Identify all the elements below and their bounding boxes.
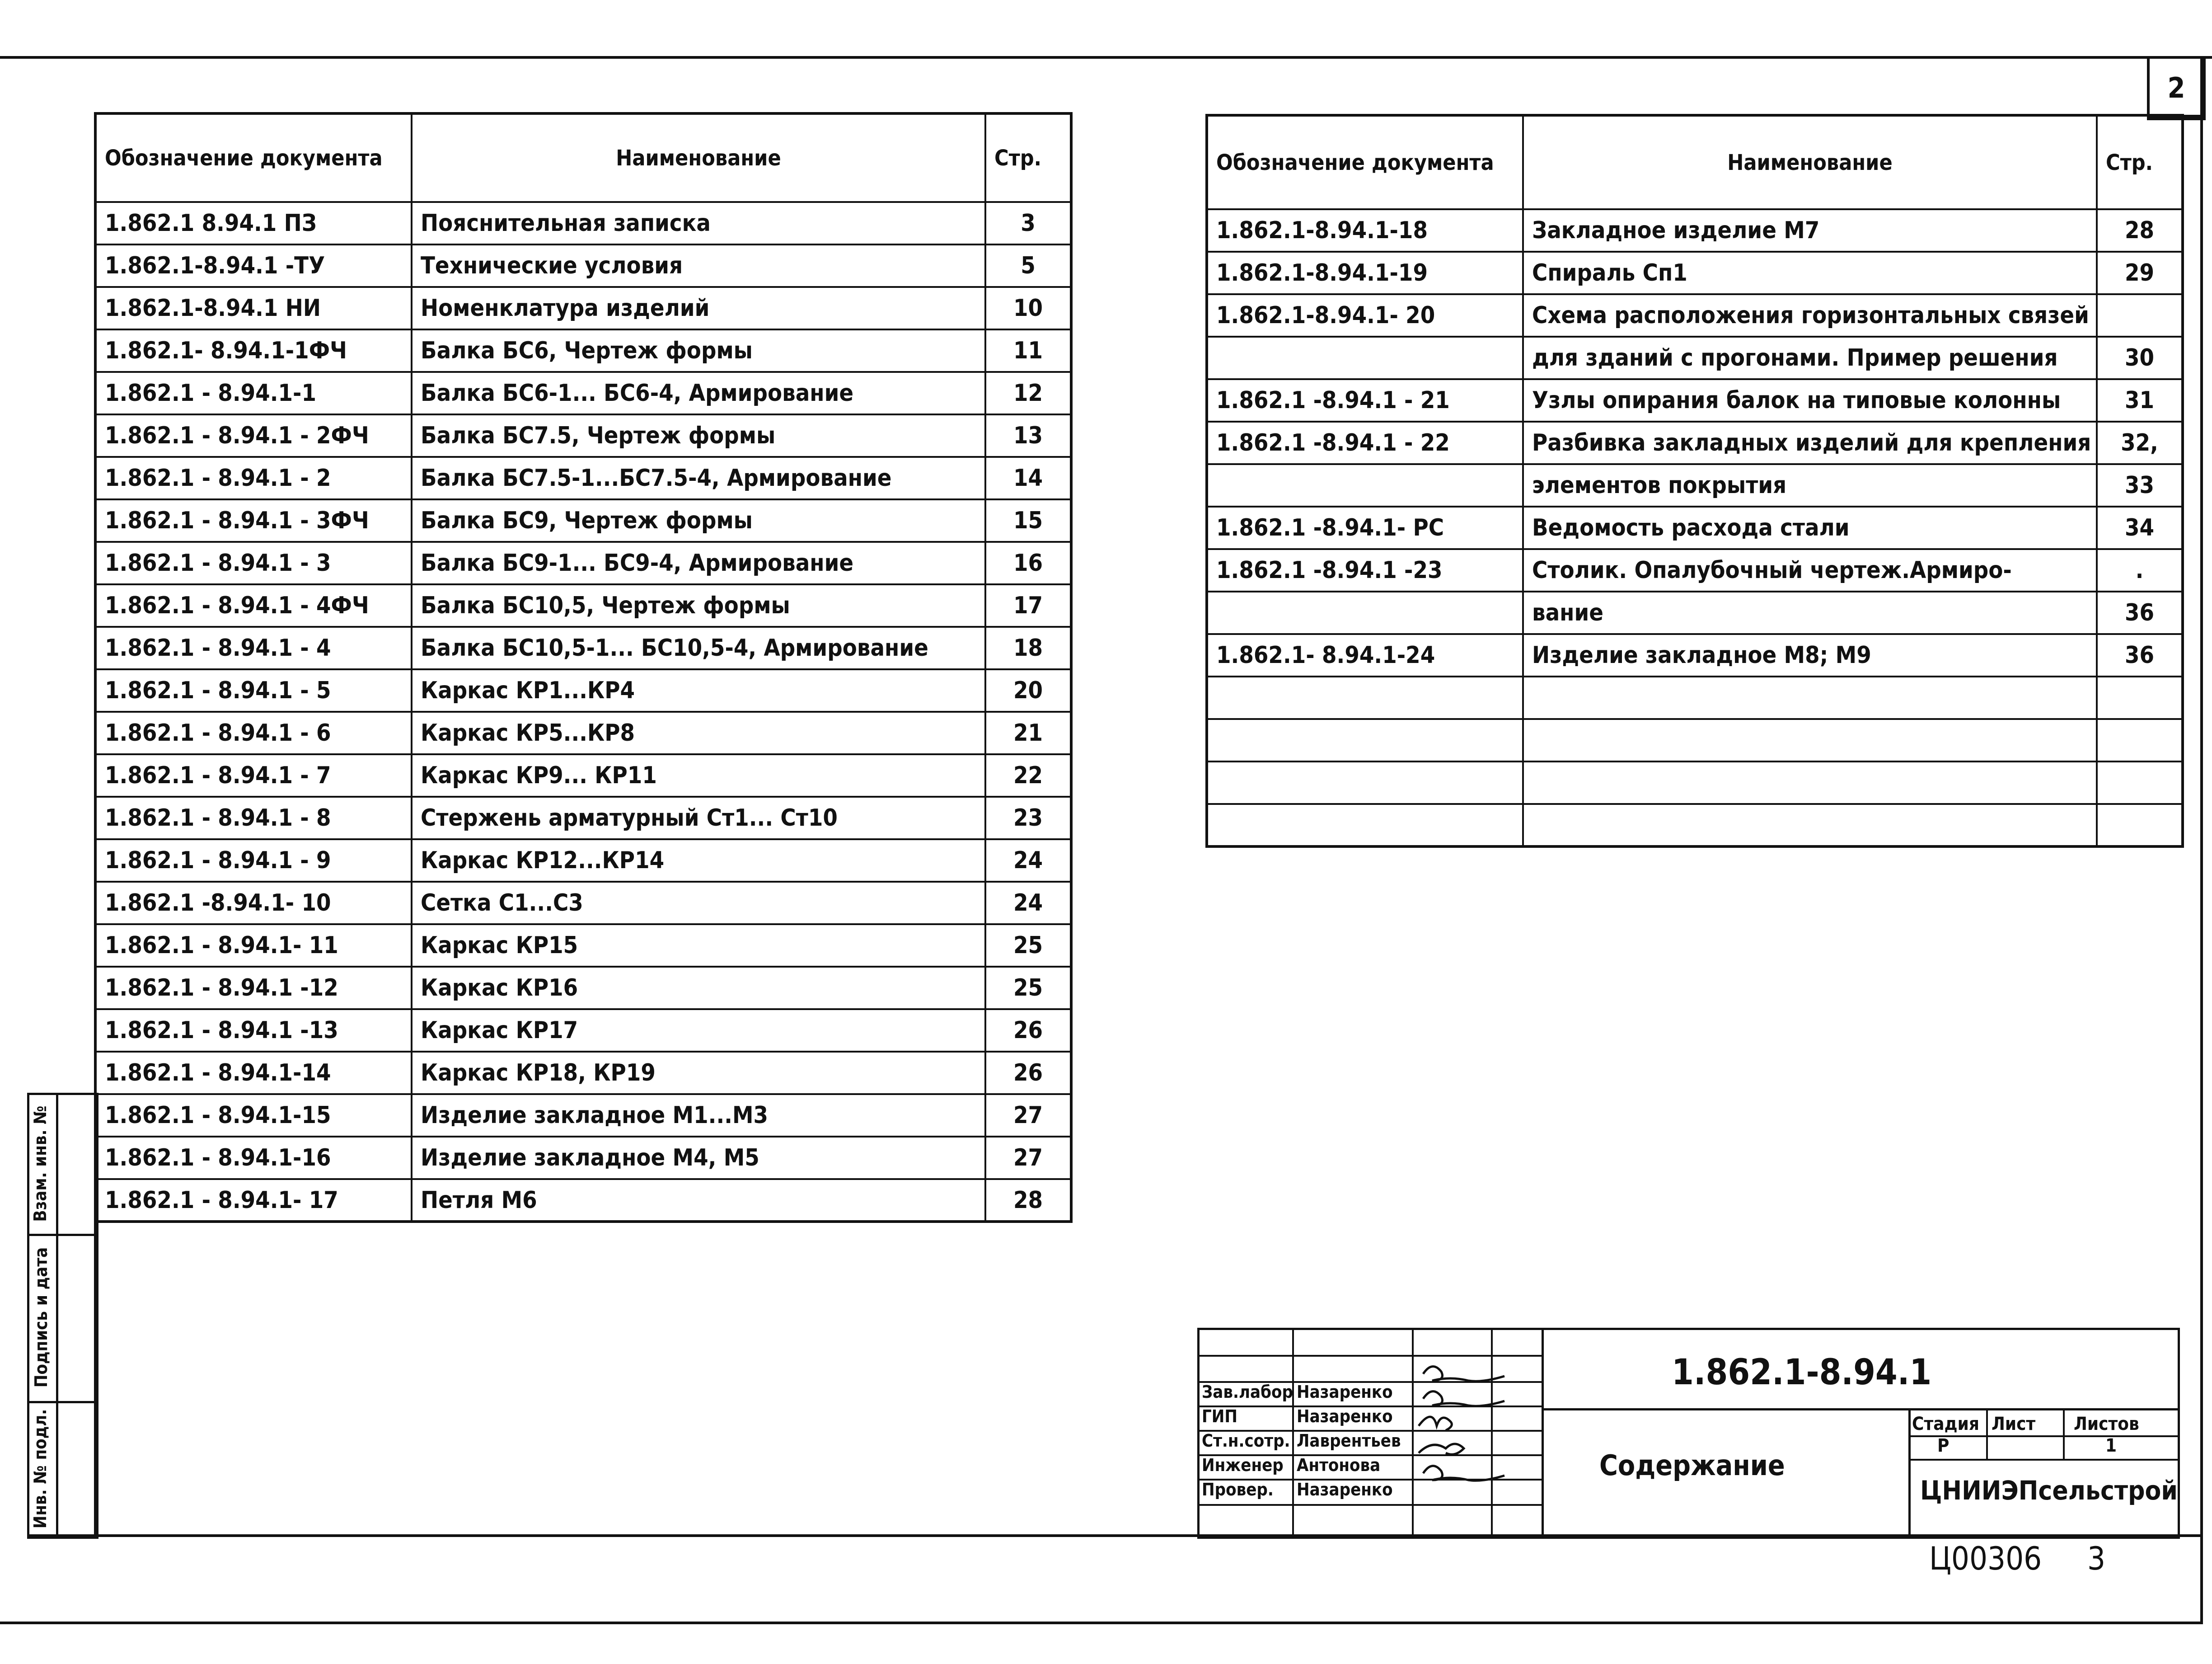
designation-cell: 1.862.1 - 8.94.1 - 5: [95, 669, 412, 712]
name-cell: Технические условия: [412, 244, 985, 287]
designation-cell: 1.862.1 - 8.94.1-1: [95, 372, 412, 414]
name-cell: Пояснительная записка: [412, 202, 985, 244]
sheet-number: 2: [2167, 71, 2185, 104]
table-row: [95, 287, 1071, 329]
side-stamp-col-divider: [56, 1093, 58, 1534]
table-row: [1207, 804, 2183, 846]
footer-code: Ц00306: [1929, 1540, 2042, 1577]
name-cell: Балка БС10,5-1... БС10,5-4, Армирование: [412, 627, 985, 669]
tb-hline-stage-2: [1908, 1459, 2179, 1461]
staff-role: Провер.: [1202, 1480, 1274, 1499]
name-cell: [1523, 719, 2097, 761]
designation-cell: 1.862.1 - 8.94.1 - 4ФЧ: [95, 584, 412, 627]
side-stamp-divider-1: [27, 1234, 94, 1236]
name-cell: Каркас КР18, КР19: [412, 1052, 985, 1094]
name-cell: Каркас КР15: [412, 924, 985, 967]
designation-cell: 1.862.1 -8.94.1- РС: [1207, 507, 1523, 549]
page-cell: 17: [985, 584, 1071, 627]
designation-cell: 1.862.1 - 8.94.1-14: [95, 1052, 412, 1094]
page-cell: 11: [985, 329, 1071, 372]
page-cell: [2097, 719, 2183, 761]
tb-hline-code: [1542, 1408, 2179, 1410]
page-cell: 10: [985, 287, 1071, 329]
name-cell: Каркас КР5...КР8: [412, 712, 985, 754]
table-row: [95, 542, 1071, 584]
page-cell: 27: [985, 1137, 1071, 1179]
page-cell: 24: [985, 839, 1071, 882]
table-row: [1207, 507, 2183, 549]
name-cell: Петля М6: [412, 1179, 985, 1222]
page-cell: 36: [2097, 634, 2183, 677]
title-block-sheet-label: Лист: [1992, 1414, 2036, 1434]
name-cell: Изделие закладное М1...М3: [412, 1094, 985, 1137]
side-stamp-label-signature: Подпись и дата: [31, 1247, 51, 1388]
table-row: [95, 329, 1071, 372]
designation-cell: 1.862.1 - 8.94.1 - 9: [95, 839, 412, 882]
designation-cell: [1207, 337, 1523, 379]
table-row: [95, 967, 1071, 1009]
page-cell: 36: [2097, 592, 2183, 634]
table-row: [1207, 337, 2183, 379]
designation-cell: 1.862.1 - 8.94.1- 17: [95, 1179, 412, 1222]
table-row: [1207, 209, 2183, 252]
side-stamp-label-replacement: Взам. инв. №: [30, 1105, 50, 1222]
tb-vline-info: [1908, 1408, 1911, 1534]
designation-cell: 1.862.1 - 8.94.1 -12: [95, 967, 412, 1009]
staff-role: Инженер: [1202, 1455, 1284, 1475]
title-block-stage-value: Р: [1937, 1435, 1950, 1456]
table-row: [1207, 294, 2183, 337]
name-cell: Балка БС6, Чертеж формы: [412, 329, 985, 372]
page-cell: 14: [985, 457, 1071, 499]
title-block-doc-title: Содержание: [1599, 1449, 1785, 1482]
name-cell: Стержень арматурный Ст1... Ст10: [412, 797, 985, 839]
page-cell: 22: [985, 754, 1071, 797]
staff-name: Антонова: [1297, 1455, 1381, 1475]
page-cell: 13: [985, 414, 1071, 457]
designation-cell: 1.862.1- 8.94.1-1ФЧ: [95, 329, 412, 372]
name-cell: Каркас КР16: [412, 967, 985, 1009]
table-row: [95, 1009, 1071, 1052]
left-contents-table: [94, 112, 1073, 1223]
designation-cell: 1.862.1 - 8.94.1 - 4: [95, 627, 412, 669]
designation-cell: [1207, 719, 1523, 761]
right-contents-table: [1205, 114, 2184, 848]
signature-marks: [1414, 1356, 1550, 1509]
title-block-stage-label: Стадия: [1912, 1414, 1979, 1434]
table-row: [95, 754, 1071, 797]
page-cell: 20: [985, 669, 1071, 712]
page-cell: 5: [985, 244, 1071, 287]
page-cell: 16: [985, 542, 1071, 584]
header-name: Наименование: [412, 113, 985, 202]
header-name: Наименование: [1523, 115, 2097, 209]
page-cell: 12: [985, 372, 1071, 414]
sheet-number-box: [2147, 56, 2206, 120]
name-cell: Изделие закладное М4, М5: [412, 1137, 985, 1179]
designation-cell: [1207, 677, 1523, 719]
table-row: [95, 712, 1071, 754]
page-cell: .: [2097, 549, 2183, 592]
table-row: [1207, 252, 2183, 294]
designation-cell: 1.862.1 8.94.1 ПЗ: [95, 202, 412, 244]
designation-cell: 1.862.1 -8.94.1 -23: [1207, 549, 1523, 592]
table-row: [95, 1094, 1071, 1137]
page-cell: 28: [985, 1179, 1071, 1222]
staff-role: Ст.н.сотр.: [1202, 1431, 1290, 1451]
table-row: [1207, 634, 2183, 677]
designation-cell: 1.862.1 - 8.94.1- 11: [95, 924, 412, 967]
page-cell: 33: [2097, 464, 2183, 507]
designation-cell: [1207, 464, 1523, 507]
table-row: [95, 202, 1071, 244]
table-row: [1207, 379, 2183, 422]
frame-bottom-line: [0, 1622, 2203, 1624]
designation-cell: 1.862.1 - 8.94.1-15: [95, 1094, 412, 1137]
tb-vline-sheet: [2063, 1408, 2065, 1459]
footer-number: 3: [2087, 1540, 2106, 1577]
table-row: [95, 1137, 1071, 1179]
table-row: [95, 669, 1071, 712]
page-cell: 32,: [2097, 422, 2183, 464]
page-cell: 25: [985, 924, 1071, 967]
title-block-code: 1.862.1-8.94.1: [1672, 1352, 1932, 1393]
designation-cell: [1207, 592, 1523, 634]
designation-cell: 1.862.1 - 8.94.1 - 3: [95, 542, 412, 584]
designation-cell: [1207, 761, 1523, 804]
title-block-sheets-label: Листов: [2074, 1414, 2139, 1434]
page-cell: 18: [985, 627, 1071, 669]
page-cell: 25: [985, 967, 1071, 1009]
name-cell: Закладное изделие М7: [1523, 209, 2097, 252]
designation-cell: 1.862.1- 8.94.1-24: [1207, 634, 1523, 677]
name-cell: Балка БС9, Чертеж формы: [412, 499, 985, 542]
name-cell: Столик. Опалубочный чертеж.Армиро-: [1523, 549, 2097, 592]
table-row: [1207, 719, 2183, 761]
table-row: [1207, 761, 2183, 804]
name-cell: [1523, 677, 2097, 719]
table-row: [95, 1052, 1071, 1094]
page-cell: 27: [985, 1094, 1071, 1137]
name-cell: Каркас КР1...КР4: [412, 669, 985, 712]
page-cell: [2097, 804, 2183, 846]
designation-cell: 1.862.1-8.94.1- 20: [1207, 294, 1523, 337]
name-cell: Ведомость расхода стали: [1523, 507, 2097, 549]
table-row: [1207, 422, 2183, 464]
table-row: [1207, 592, 2183, 634]
table-row: [95, 882, 1071, 924]
header-designation: Обозначение документа: [1207, 115, 1523, 209]
designation-cell: 1.862.1 -8.94.1 - 22: [1207, 422, 1523, 464]
designation-cell: 1.862.1-8.94.1-19: [1207, 252, 1523, 294]
table-row: [95, 797, 1071, 839]
table-row: [1207, 677, 2183, 719]
page-cell: 15: [985, 499, 1071, 542]
name-cell: Каркас КР12...КР14: [412, 839, 985, 882]
page-cell: 29: [2097, 252, 2183, 294]
name-cell: [1523, 804, 2097, 846]
table-row: [95, 244, 1071, 287]
designation-cell: 1.862.1 - 8.94.1 - 2: [95, 457, 412, 499]
table-row: [95, 584, 1071, 627]
page-cell: 3: [985, 202, 1071, 244]
table-row: [95, 499, 1071, 542]
table-row: [1207, 549, 2183, 592]
name-cell: Балка БС7.5-1...БС7.5-4, Армирование: [412, 457, 985, 499]
page-cell: 26: [985, 1009, 1071, 1052]
table-row: [95, 839, 1071, 882]
name-cell: Схема расположения горизонтальных связей: [1523, 294, 2097, 337]
name-cell: Спираль Сп1: [1523, 252, 2097, 294]
table-row: [95, 372, 1071, 414]
table-row: [95, 457, 1071, 499]
page-cell: [2097, 761, 2183, 804]
staff-role: Зав.лабор: [1202, 1382, 1293, 1402]
page-cell: 30: [2097, 337, 2183, 379]
designation-cell: 1.862.1 -8.94.1 - 21: [1207, 379, 1523, 422]
name-cell: [1523, 761, 2097, 804]
page-cell: 34: [2097, 507, 2183, 549]
table-row: [95, 414, 1071, 457]
page-cell: 31: [2097, 379, 2183, 422]
name-cell: Балка БС6-1... БС6-4, Армирование: [412, 372, 985, 414]
designation-cell: 1.862.1 - 8.94.1 - 6: [95, 712, 412, 754]
staff-role: ГИП: [1202, 1406, 1238, 1426]
header-page: Стр.: [985, 113, 1071, 202]
staff-name: Назаренко: [1297, 1382, 1393, 1402]
name-cell: вание: [1523, 592, 2097, 634]
name-cell: Узлы опирания балок на типовые колонны: [1523, 379, 2097, 422]
page-cell: 24: [985, 882, 1071, 924]
page-cell: 26: [985, 1052, 1071, 1094]
title-block-sheets-value: 1: [2105, 1435, 2117, 1456]
name-cell: Сетка С1...С3: [412, 882, 985, 924]
page-cell: 28: [2097, 209, 2183, 252]
name-cell: для зданий с прогонами. Пример решения: [1523, 337, 2097, 379]
page-cell: [2097, 294, 2183, 337]
designation-cell: 1.862.1 - 8.94.1 - 2ФЧ: [95, 414, 412, 457]
table-row: [95, 924, 1071, 967]
designation-cell: [1207, 804, 1523, 846]
frame-right-line: [2200, 56, 2203, 1624]
staff-name: Назаренко: [1297, 1406, 1393, 1426]
table-row: [95, 1179, 1071, 1222]
designation-cell: 1.862.1-8.94.1 -ТУ: [95, 244, 412, 287]
page-cell: [2097, 677, 2183, 719]
side-stamp-label-inventory: Инв. № подл.: [30, 1409, 50, 1529]
designation-cell: 1.862.1 - 8.94.1 - 7: [95, 754, 412, 797]
name-cell: элементов покрытия: [1523, 464, 2097, 507]
designation-cell: 1.862.1 - 8.94.1 -13: [95, 1009, 412, 1052]
name-cell: Номенклатура изделий: [412, 287, 985, 329]
title-block-organization: ЦНИИЭПсельстрой: [1920, 1475, 2178, 1506]
designation-cell: 1.862.1-8.94.1-18: [1207, 209, 1523, 252]
designation-cell: 1.862.1 - 8.94.1-16: [95, 1137, 412, 1179]
header-page: Стр.: [2097, 115, 2183, 209]
name-cell: Балка БС10,5, Чертеж формы: [412, 584, 985, 627]
name-cell: Балка БС9-1... БС9-4, Армирование: [412, 542, 985, 584]
table-row: [95, 627, 1071, 669]
name-cell: Каркас КР9... КР11: [412, 754, 985, 797]
staff-name: Назаренко: [1297, 1480, 1393, 1499]
name-cell: Разбивка закладных изделий для крепления: [1523, 422, 2097, 464]
table-row: [1207, 464, 2183, 507]
staff-name: Лаврентьев: [1297, 1431, 1401, 1451]
designation-cell: 1.862.1-8.94.1 НИ: [95, 287, 412, 329]
header-designation: Обозначение документа: [95, 113, 412, 202]
page-cell: 23: [985, 797, 1071, 839]
designation-cell: 1.862.1 - 8.94.1 - 3ФЧ: [95, 499, 412, 542]
frame-top-line: [0, 56, 2212, 59]
page-cell: 21: [985, 712, 1071, 754]
name-cell: Изделие закладное М8; М9: [1523, 634, 2097, 677]
tb-vline-stage: [1986, 1408, 1988, 1459]
name-cell: Балка БС7.5, Чертеж формы: [412, 414, 985, 457]
designation-cell: 1.862.1 -8.94.1- 10: [95, 882, 412, 924]
designation-cell: 1.862.1 - 8.94.1 - 8: [95, 797, 412, 839]
name-cell: Каркас КР17: [412, 1009, 985, 1052]
